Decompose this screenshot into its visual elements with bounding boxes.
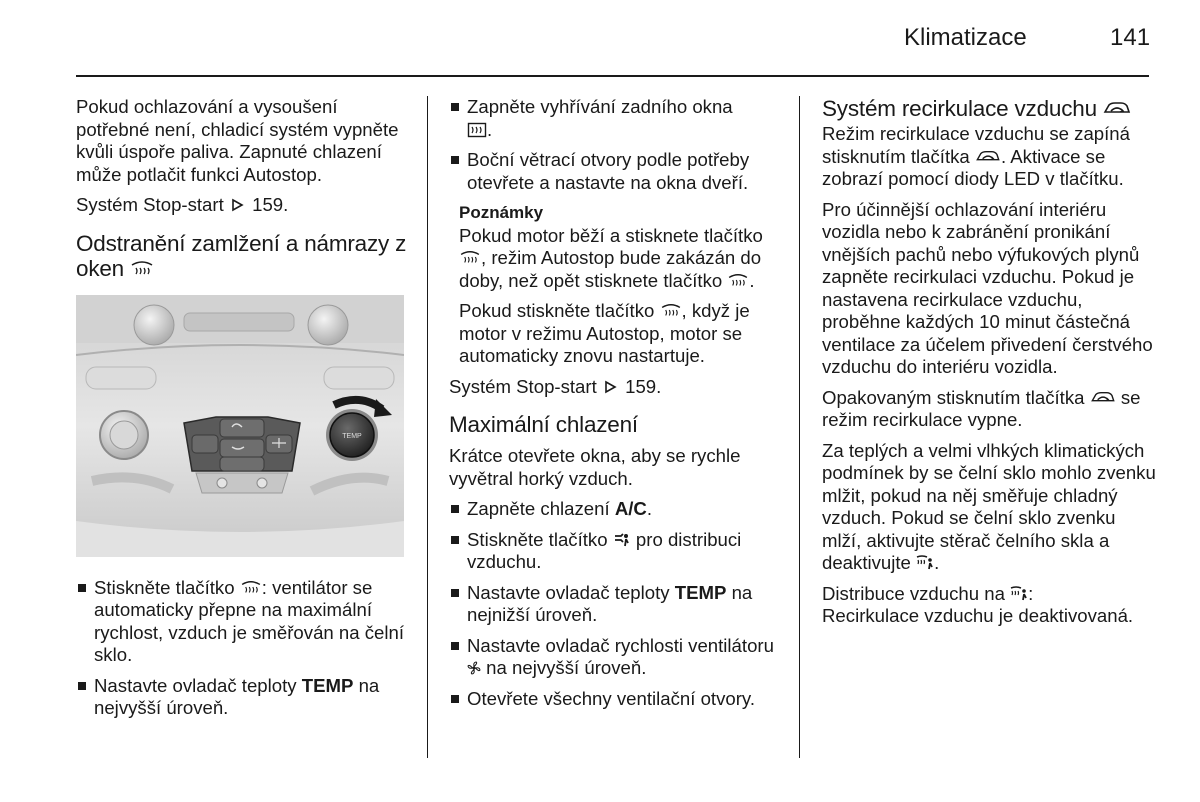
- figure-temp-label: TEMP: [342, 432, 362, 440]
- bullet-marker: [451, 505, 459, 513]
- rear-window-heat-icon: [467, 122, 487, 138]
- recirculation-icon: [1103, 100, 1131, 118]
- bullet-marker: [451, 156, 459, 164]
- air-distribution-icon: [613, 532, 631, 548]
- reference-stop-start: Systém Stop-start 159.: [76, 194, 289, 215]
- defrost-icon: [459, 250, 481, 266]
- recirculation-icon: [975, 149, 1001, 165]
- bullet-ac-on: Zapněte chlazení A/C.: [449, 498, 785, 521]
- column-divider-1: [427, 96, 428, 758]
- bullet-defrost-button: Stiskněte tlačítko : ventilátor se automaticky přepne na maximální rychlost, vzduch je směřován na čelní sklo.: [76, 577, 410, 667]
- column-2: [449, 96, 785, 718]
- paragraph-recirc-usage: Pro účinnější ochlazování interiéru vozidla nebo k zabránění pronikání vnějších pachů nebo výfukových plynů zapněte recirkulaci vzduchu. Pokud je nastavena recirkulace vzduchu, proběhne každých 10 minut částečná ventilace za účelem přivedení čerstvého vzduchu do interiéru vozidla.: [822, 198, 1153, 377]
- paragraph-open-windows: Krátce otevřete okna, aby se rychle vyvětral horký vzduch.: [449, 445, 741, 489]
- column-1: [76, 96, 410, 728]
- note-paragraph-1: Pokud motor běží a stisknete tlačítko , režim Autostop bude zakázán do doby, než opět stisknete tlačítko .: [459, 224, 763, 291]
- bullet-temp-min: Nastavte ovladač teploty TEMP na nejnižší úroveň.: [449, 582, 785, 627]
- note-box: [449, 202, 785, 368]
- bullet-marker: [78, 682, 86, 690]
- arrow-ref-icon: [604, 380, 618, 394]
- heading-max-cooling: Maximální chlazení: [449, 412, 638, 437]
- defrost-icon: [727, 273, 749, 289]
- note-paragraph-2: Pokud stiskněte tlačítko , když je motor v režimu Autostop, motor se automaticky znovu nastartuje.: [459, 300, 750, 366]
- bullet-marker: [451, 589, 459, 597]
- page-header-title: Klimatizace: [904, 24, 1027, 51]
- heading-defrost: Odstranění zamlžení a námrazy z oken: [76, 230, 407, 281]
- bullet-open-vents: Otevřete všechny ventilační otvory.: [449, 688, 785, 711]
- column-3: [822, 96, 1156, 636]
- header-rule: [76, 75, 1149, 77]
- arrow-ref-icon: [231, 198, 245, 212]
- paragraph-recirc-on: Režim recirkulace vzduchu se zapíná stisknutím tlačítka . Aktivace se zobrazí pomocí diody LED v tlačítku.: [822, 123, 1130, 189]
- bullet-temp-max: Nastavte ovladač teploty TEMP na nejvyšší úroveň.: [76, 675, 410, 720]
- windscreen-distribution-icon: [916, 555, 934, 571]
- page-number: 141: [1110, 24, 1151, 51]
- heading-recirculation: Systém recirkulace vzduchu: [822, 96, 1156, 121]
- fan-icon: [467, 661, 481, 675]
- paragraph-recirc-off: Opakovaným stisknutím tlačítka se režim recirkulace vypne.: [822, 386, 1141, 430]
- bullet-fan-speed: Nastavte ovladač rychlosti ventilátoru na nejvyšší úroveň.: [449, 635, 785, 680]
- paragraph-distribution-windscreen: Distribuce vzduchu na : Recirkulace vzduchu je deaktivovaná.: [822, 582, 1134, 626]
- note-heading: Poznámky: [459, 203, 544, 222]
- bullet-rear-window: Zapněte vyhřívání zadního okna .: [449, 96, 785, 141]
- bullet-marker: [451, 103, 459, 111]
- defrost-icon: [240, 580, 262, 596]
- column-divider-2: [799, 96, 800, 758]
- bullet-air-distribution: Stiskněte tlačítko pro distribuci vzduchu.: [449, 529, 785, 574]
- defrost-icon: [130, 260, 154, 278]
- bullet-marker: [451, 642, 459, 650]
- bullet-marker: [451, 695, 459, 703]
- recirculation-icon: [1090, 390, 1116, 406]
- reference-stop-start-2: Systém Stop-start 159.: [449, 375, 662, 397]
- windscreen-distribution-icon: [1010, 586, 1028, 602]
- paragraph-ac-off: Pokud ochlazování a vysoušení potřebné není, chladicí systém vypněte kvůli úspoře paliva. Zapnuté chlazení může potlačit funkci Autostop.: [76, 96, 399, 185]
- climate-panel-image: [76, 295, 404, 557]
- bullet-side-vents: Boční větrací otvory podle potřeby otevřete a nastavte na okna dveří.: [449, 149, 785, 194]
- climate-panel-illustration: [76, 295, 404, 557]
- defrost-icon: [660, 303, 682, 319]
- paragraph-humid-conditions: Za teplých a velmi vlhkých klimatických podmínek by se čelní sklo mohlo zvenku mlžit, pokud na něj směřuje chladný vzduch. Pokud se čelní sklo zvenku mlží, aktivujte stěrač čelního skla a deaktivujte .: [822, 439, 1156, 573]
- bullet-marker: [78, 584, 86, 592]
- bullet-marker: [451, 536, 459, 544]
